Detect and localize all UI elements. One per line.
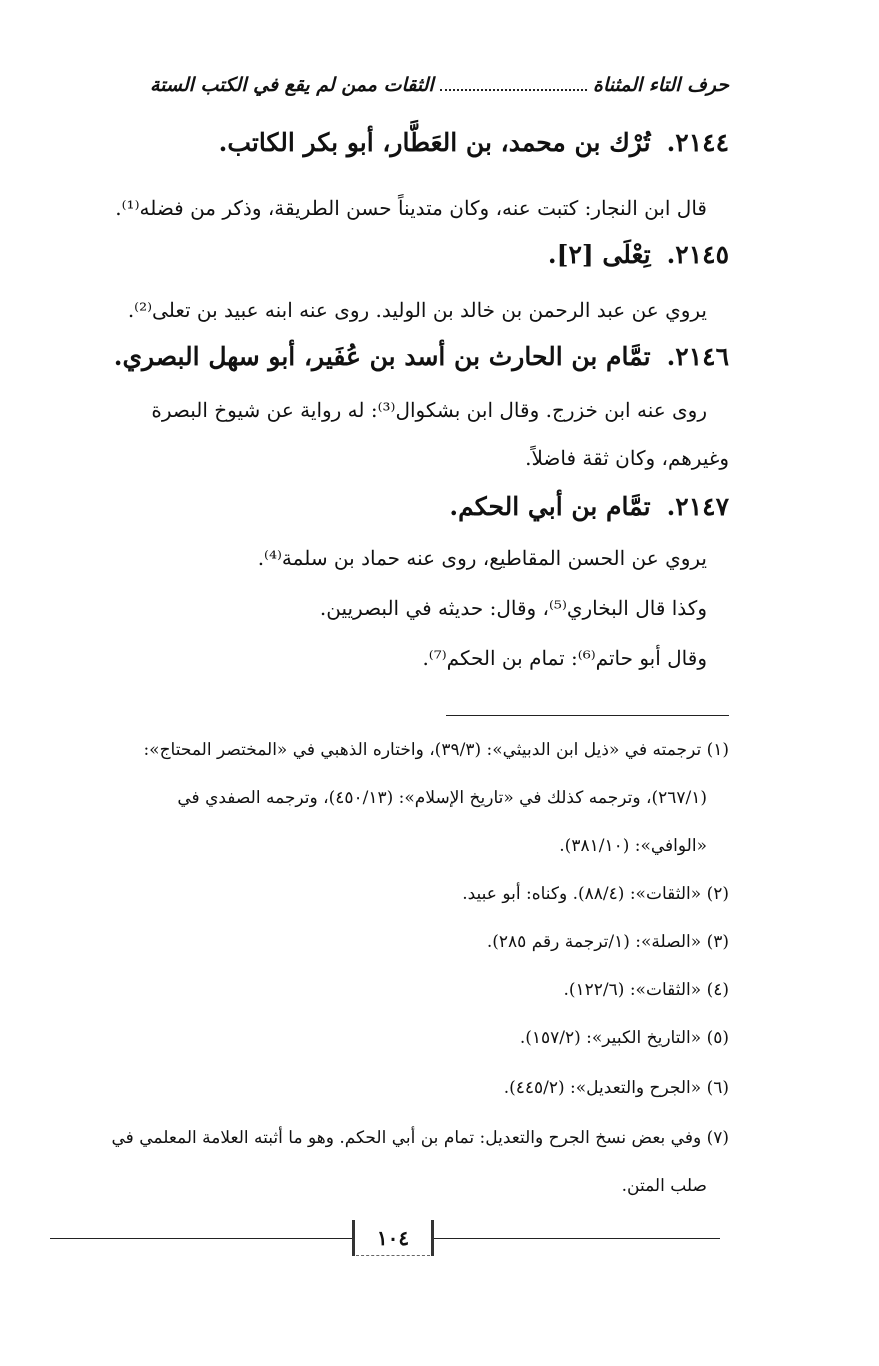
entry-number: ٢١٤٥. <box>666 240 729 269</box>
entry-number: ٢١٤٦. <box>666 342 729 371</box>
footnote-line: (٤) «الثقات»: (١٢٢/٦). <box>563 980 729 1000</box>
header-chapter-title: حرف التاء المثناة <box>593 74 729 96</box>
footnote-line: (٢) «الثقات»: (٨٨/٤). وكناه: أبو عبيد. <box>462 884 729 904</box>
entry-name: تمَّام بن أبي الحكم. <box>449 492 651 521</box>
footnote-line: (١) ترجمته في «ذيل ابن الدبيثي»: (٣٩/٣)، واختاره الذهبي في «المختصر المحتاج»: <box>143 740 729 760</box>
entry-heading <box>219 128 729 157</box>
footnote-line: (٦) «الجرح والتعديل»: (٤٤٥/٢). <box>503 1078 729 1098</box>
entry-name: تُرْك بن محمد، بن العَطَّار، أبو بكر الكاتب. <box>218 128 651 157</box>
footnote-line: (٧) وفي بعض نسخ الجرح والتعديل: تمام بن أبي الحكم. وهو ما أثبته العلامة المعلمي في <box>111 1128 729 1148</box>
entry-text-line: قال ابن النجار: كتبت عنه، وكان متديناً حسن الطريقة، وذكر من فضله⁽¹⁾. <box>115 196 707 220</box>
header-book-title: الثقات ممن لم يقع في الكتب الستة <box>150 74 434 96</box>
entry-text-line: وغيرهم، وكان ثقة فاضلاً. <box>525 446 729 470</box>
footnote-separator <box>446 715 729 716</box>
entry-text-line: روى عنه ابن خزرج. وقال ابن بشكوال⁽³⁾: له رواية عن شيوخ البصرة <box>151 398 707 422</box>
entry-heading <box>449 492 729 521</box>
entry-number: ٢١٤٤. <box>666 128 729 157</box>
footnote-line: (٢٦٧/١)، وترجمه كذلك في «تاريخ الإسلام»: (٤٥٠/١٣)، وترجمه الصفدي في <box>177 788 707 808</box>
header-dot-leader <box>440 75 587 91</box>
entry-name: تمَّام بن الحارث بن أسد بن عُفَير، أبو سهل البصري. <box>113 342 651 371</box>
entry-text-line: وقال أبو حاتم⁽⁶⁾: تمام بن الحكم⁽⁷⁾. <box>422 646 707 670</box>
running-header <box>150 74 729 106</box>
entry-name: تِعْلَى [٢]. <box>547 240 651 269</box>
entry-text-line: وكذا قال البخاري⁽⁵⁾، وقال: حديثه في البصريين. <box>319 596 707 620</box>
entry-text-line: يروي عن الحسن المقاطيع، روى عنه حماد بن سلمة⁽⁴⁾. <box>257 546 707 570</box>
footnote-line: «الوافي»: (٣٨١/١٠). <box>559 836 707 856</box>
footnote-line: (٥) «التاريخ الكبير»: (١٥٧/٢). <box>519 1028 729 1048</box>
entry-heading <box>548 240 729 269</box>
page-number: ١٠٤ <box>352 1220 434 1256</box>
footnote-line: صلب المتن. <box>621 1176 707 1196</box>
footnote-line: (٣) «الصلة»: (١/ترجمة رقم ٢٨٥). <box>486 932 729 952</box>
entry-number: ٢١٤٧. <box>666 492 729 521</box>
entry-text-line: يروي عن عبد الرحمن بن خالد بن الوليد. روى عنه ابنه عبيد بن تعلى⁽²⁾. <box>127 298 707 322</box>
entry-heading <box>114 342 729 371</box>
page-number-ornament <box>356 1255 430 1260</box>
